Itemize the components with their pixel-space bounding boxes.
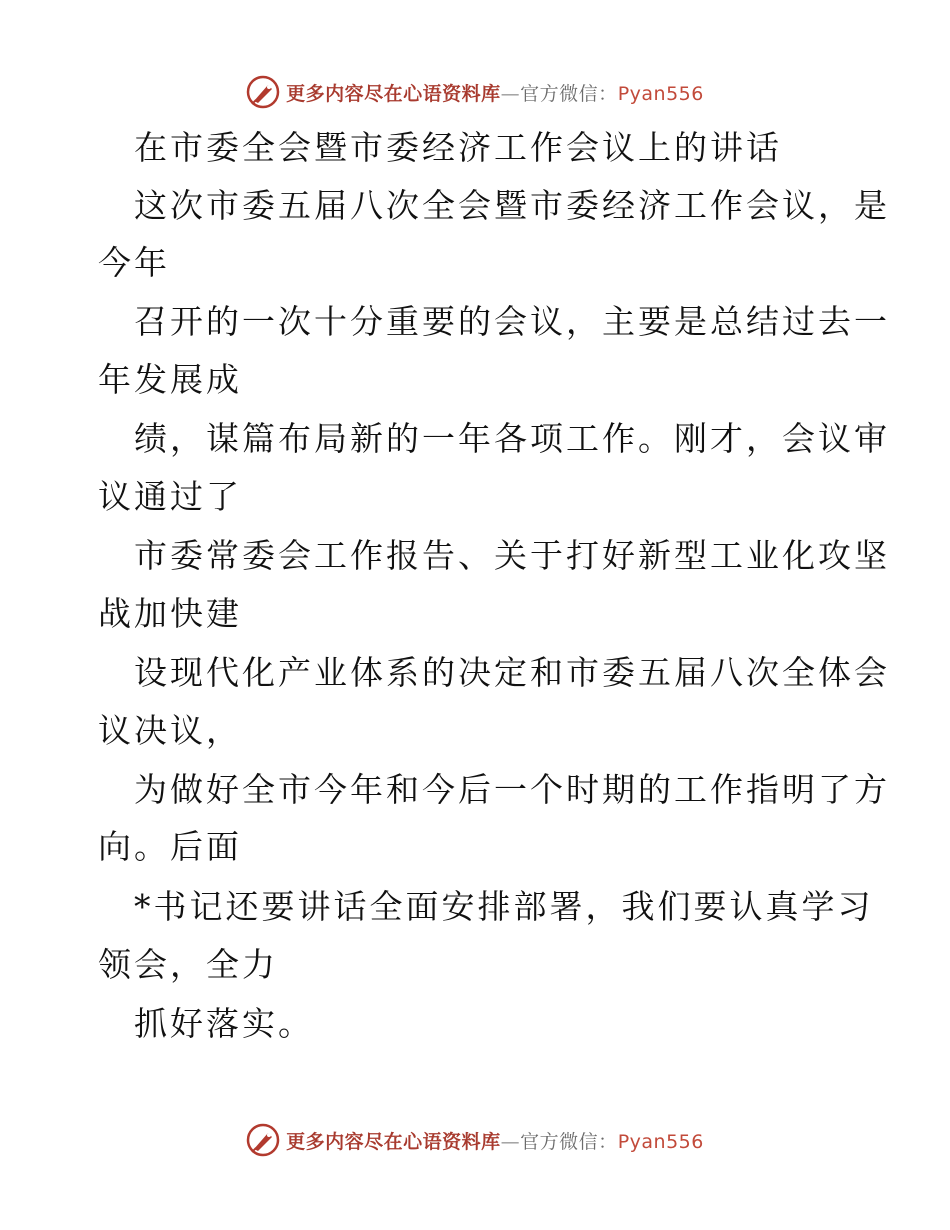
header-banner xyxy=(0,72,950,112)
paragraph-line: 绩，谋篇布局新的一年各项工作。刚才，会议审 xyxy=(134,419,890,458)
header-banner-text xyxy=(286,79,704,106)
pen-logo-icon xyxy=(246,1123,280,1157)
paragraph-line: 为做好全市今年和今后一个时期的工作指明了方 xyxy=(134,770,890,809)
paragraph-line: 年发展成 xyxy=(98,360,242,399)
document-title: 在市委全会暨市委经济工作会议上的讲话 xyxy=(134,128,782,167)
paragraph-line: 召开的一次十分重要的会议，主要是总结过去一 xyxy=(134,302,890,341)
paragraph-line: 设现代化产业体系的决定和市委五届八次全体会 xyxy=(134,653,890,692)
paragraph-line: *书记还要讲话全面安排部署，我们要认真学习 xyxy=(134,887,874,926)
paragraph-line: 战加快建 xyxy=(98,594,242,633)
paragraph-line: 这次市委五届八次全会暨市委经济工作会议，是 xyxy=(134,186,890,225)
paragraph-line: 议通过了 xyxy=(98,477,242,516)
paragraph-line: 议决议， xyxy=(98,711,242,750)
paragraph-line: 市委常委会工作报告、关于打好新型工业化攻坚 xyxy=(134,536,890,575)
paragraph-line: 向。后面 xyxy=(98,827,242,866)
footer-banner xyxy=(0,1120,950,1160)
footer-wechat-label: 官方微信： xyxy=(520,1130,618,1153)
header-brand-text: 更多内容尽在心语资料库 xyxy=(286,82,501,105)
pen-logo-icon xyxy=(246,75,280,109)
paragraph-line: 领会，全力 xyxy=(98,945,278,984)
footer-banner-text xyxy=(286,1127,704,1154)
paragraph-line: 抓好落实。 xyxy=(134,1004,314,1043)
footer-dash: — xyxy=(500,1130,521,1153)
header-dash: — xyxy=(500,82,521,105)
header-wechat-id: Pyan556 xyxy=(617,82,704,105)
footer-wechat-id: Pyan556 xyxy=(617,1130,704,1153)
header-wechat-label: 官方微信： xyxy=(520,82,618,105)
paragraph-line: 今年 xyxy=(98,243,170,282)
footer-brand-text: 更多内容尽在心语资料库 xyxy=(286,1130,501,1153)
